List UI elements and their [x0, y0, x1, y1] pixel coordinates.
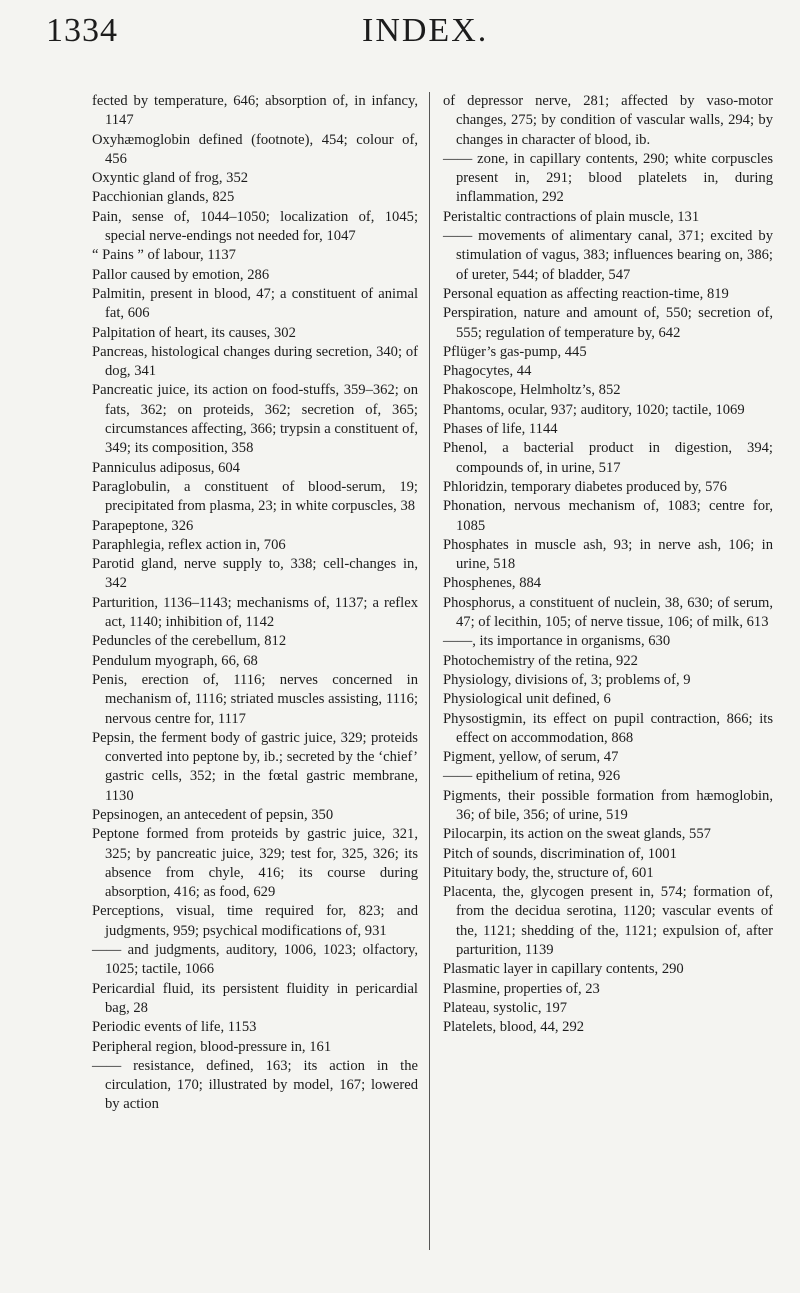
index-entry: Phosphenes, 884: [443, 575, 542, 592]
index-entry: Pepsinogen, an antecedent of pepsin, 350: [92, 806, 334, 823]
index-entry: Penis, erection of, 1116; nerves concerned in mechanism of, 1116; striated muscles assisting, 1116; nervous centre for, 1117: [92, 671, 418, 727]
index-entry: Phosphates in muscle ash, 93; in nerve ash, 106; in urine, 518: [443, 536, 773, 573]
index-entry: —— and judgments, auditory, 1006, 1023; olfactory, 1025; tactile, 1066: [92, 942, 418, 978]
index-entry: Perspiration, nature and amount of, 550; secretion of, 555; regulation of temperature by, 642: [443, 305, 773, 341]
index-entry: Platelets, blood, 44, 292: [443, 1019, 585, 1036]
index-entry: Pflüger’s gas-pump, 445: [443, 343, 587, 360]
index-entry: Pigments, their possible formation from hæmoglobin, 36; of bile, 356; of urine, 519: [443, 787, 773, 823]
index-entry: Paraglobulin, a constituent of blood-serum, 19; precipitated from plasma, 23; in white corpuscles, 38: [92, 478, 418, 515]
index-entry: Plasmine, properties of, 23: [443, 980, 600, 997]
index-entry: Personal equation as affecting reaction-time, 819: [443, 285, 729, 302]
index-entry: Physiology, divisions of, 3; problems of, 9: [443, 671, 691, 688]
index-entry: Panniculus adiposus, 604: [92, 459, 240, 476]
page-number: 1334: [46, 12, 118, 49]
page-header: [0, 0, 800, 64]
index-entry: Perceptions, visual, time required for, 823; and judgments, 959; psychical modifications of, 931: [92, 903, 418, 939]
index-entry: Physiological unit defined, 6: [443, 691, 611, 708]
index-entry: Pendulum myograph, 66, 68: [92, 652, 258, 669]
index-entry: Phloridzin, temporary diabetes produced by, 576: [443, 478, 727, 495]
right-column: [443, 92, 773, 1038]
index-entry: Pain, sense of, 1044–1050; localization of, 1045; special nerve-endings not needed for, 1047: [92, 208, 418, 245]
index-entry: Physostigmin, its effect on pupil contraction, 866; its effect on accommodation, 868: [443, 710, 773, 746]
index-entry: Pitch of sounds, discrimination of, 1001: [443, 845, 677, 862]
index-entry: Periodic events of life, 1153: [92, 1019, 257, 1036]
index-entry: —— resistance, defined, 163; its action in the circulation, 170; illustrated by model, 167; lowered by action: [92, 1057, 418, 1113]
index-entry: Peripheral region, blood-pressure in, 161: [92, 1038, 332, 1055]
index-entry: Parturition, 1136–1143; mechanisms of, 1137; a reflex act, 1140; inhibition of, 1142: [92, 594, 418, 631]
index-entry: “ Pains ” of labour, 1137: [92, 247, 236, 264]
index-entry: Paraphlegia, reflex action in, 706: [92, 536, 286, 553]
index-entry: Parapeptone, 326: [92, 517, 194, 534]
index-entry: —— epithelium of retina, 926: [443, 768, 621, 785]
index-entry: Pilocarpin, its action on the sweat glands, 557: [443, 826, 711, 843]
index-entry: Pigment, yellow, of serum, 47: [443, 749, 619, 766]
index-entry: Phakoscope, Helmholtz’s, 852: [443, 382, 621, 399]
index-entry: Pancreatic juice, its action on food-stuffs, 359–362; on fats, 362; on proteids, 362; secretion of, 365; circumstances affecting, 366; trypsin a constituent of, 349; its composition, 358: [92, 382, 418, 457]
index-entry: —— movements of alimentary canal, 371; excited by stimulation of vagus, 383; influences bearing on, 386; of ureter, 544; of bladder, 547: [443, 228, 773, 283]
index-entry: Placenta, the, glycogen present in, 574; formation of, from the decidua serotina, 1120; vascular events of the, 1121; shedding of the, 1121; expulsion of, after parturition, 1139: [443, 884, 773, 959]
index-entry: Pituitary body, the, structure of, 601: [443, 864, 654, 881]
index-entry: Peristaltic contractions of plain muscle, 131: [443, 208, 700, 225]
index-entry: fected by temperature, 646; absorption of, in infancy, 1147: [92, 93, 418, 129]
index-entry: Pepsin, the ferment body of gastric juice, 329; proteids converted into peptone by, ib.; secreted by the ‘chief’ gastric cells, 352; in the fœtal gastric membrane, 1130: [92, 729, 418, 804]
index-entry: of depressor nerve, 281; affected by vaso-motor changes, 275; by condition of vascular walls, 294; by changes in character of blood, ib.: [443, 93, 773, 148]
index-entry: Phases of life, 1144: [443, 421, 558, 438]
left-column: [92, 92, 418, 1115]
index-entry: Parotid gland, nerve supply to, 338; cell-changes in, 342: [92, 556, 418, 592]
index-entry: Oxyhæmoglobin defined (footnote), 454; colour of, 456: [92, 131, 418, 167]
index-entry: Peptone formed from proteids by gastric juice, 321, 325; by pancreatic juice, 329; test for, 325, 326; its absence from chyle, 416; its course during absorption, 416; as food, 629: [92, 826, 418, 901]
index-entry: Pacchionian glands, 825: [92, 189, 235, 206]
index-entry: Photochemistry of the retina, 922: [443, 652, 638, 669]
index-entry: Plateau, systolic, 197: [443, 999, 568, 1016]
index-entry: Pericardial fluid, its persistent fluidity in pericardial bag, 28: [92, 980, 418, 1016]
index-entry: —— zone, in capillary contents, 290; white corpuscles present in, 291; blood platelets in, during inflammation, 292: [443, 150, 773, 206]
index-entry: Phonation, nervous mechanism of, 1083; centre for, 1085: [443, 498, 773, 534]
index-entry: ——, its importance in organisms, 630: [443, 633, 671, 650]
index-entry: Pancreas, histological changes during secretion, 340; of dog, 341: [92, 343, 418, 380]
index-entry: Peduncles of the cerebellum, 812: [92, 633, 287, 650]
index-entry: Phenol, a bacterial product in digestion, 394; compounds of, in urine, 517: [443, 440, 773, 476]
index-entry: Plasmatic layer in capillary contents, 290: [443, 961, 684, 978]
column-divider: [429, 92, 430, 1250]
index-entry: Oxyntic gland of frog, 352: [92, 170, 249, 187]
index-entry: Phosphorus, a constituent of nuclein, 38, 630; of serum, 47; of lecithin, 105; of nerve tissue, 106; of milk, 613: [443, 594, 773, 631]
index-entry: Palpitation of heart, its causes, 302: [92, 324, 296, 341]
index-entry: Phantoms, ocular, 937; auditory, 1020; tactile, 1069: [443, 401, 745, 418]
index-entry: Phagocytes, 44: [443, 363, 532, 380]
index-entry: Palmitin, present in blood, 47; a constituent of animal fat, 606: [92, 285, 418, 322]
running-head: INDEX.: [362, 12, 489, 49]
index-entry: Pallor caused by emotion, 286: [92, 266, 270, 283]
